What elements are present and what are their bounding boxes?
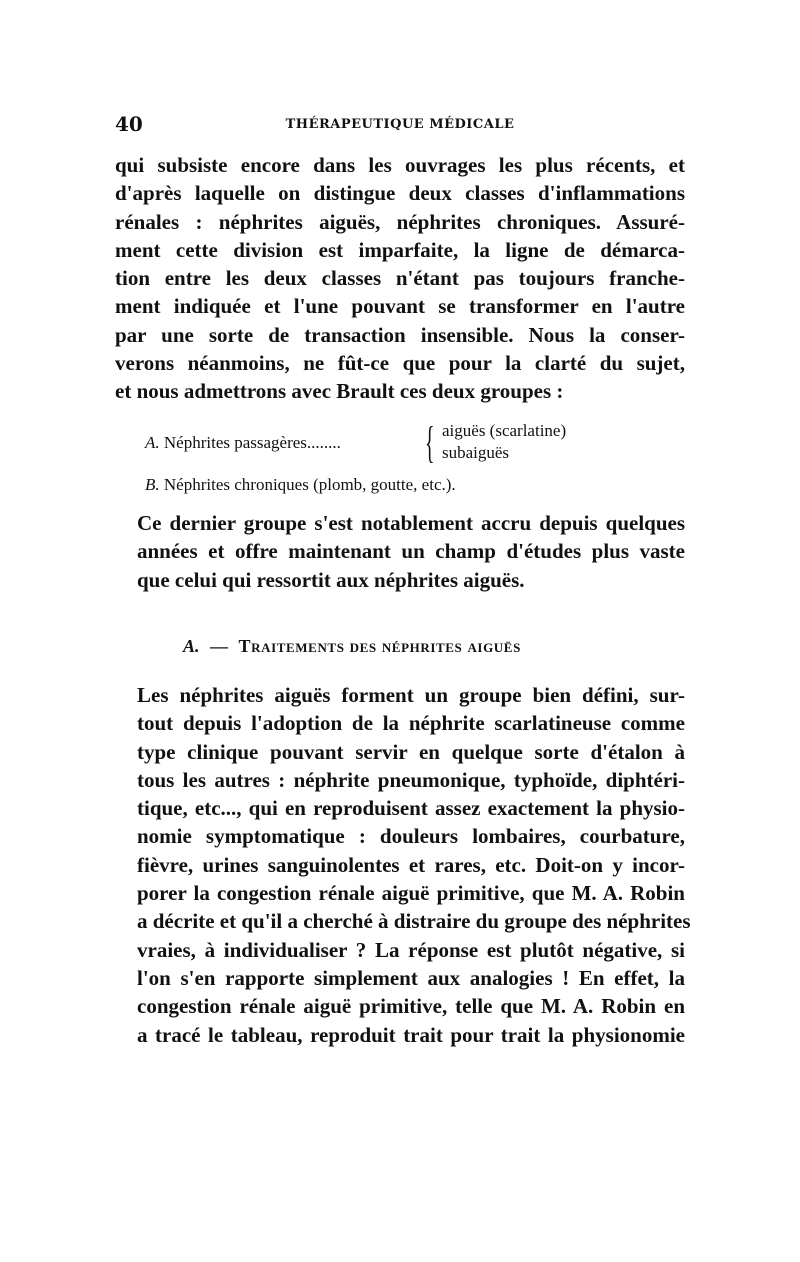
text-line: rénales : néphrites aiguës, néphrites chroniques. Assuré- — [115, 209, 685, 234]
text-line: tion entre les deux classes n'étant pas toujours franche- — [115, 266, 685, 291]
text-line: congestion rénale aiguë primitive, telle que M. A. Robin en — [137, 994, 685, 1019]
text-line: type clinique pouvant servir en quelque sorte d'étalon à — [137, 739, 685, 764]
classification-a-subtypes — [442, 420, 566, 464]
text-line: tique, etc..., qui en reproduisent assez exactement la physio- — [137, 796, 685, 821]
classification-a-letter: A. — [145, 433, 160, 452]
paragraph-2 — [115, 509, 685, 594]
text-line: et nous admettrons avec Brault ces deux groupes : — [115, 379, 564, 404]
classification-item-a — [145, 420, 685, 472]
text-line: par une sorte de transaction insensible. Nous la conser- — [115, 322, 685, 347]
classification-b-text: Néphrites chroniques (plomb, goutte, etc.). — [163, 475, 456, 494]
classification-b-letter: B. — [145, 475, 160, 494]
classification-item-b — [145, 475, 456, 495]
text-line: l'on s'en rapporte simplement aux analogies ! En effet, la — [137, 965, 685, 990]
section-heading-dash: — — [210, 636, 229, 656]
text-line: années et offre maintenant un champ d'études plus vaste — [137, 539, 685, 564]
page-number: 40 — [115, 112, 143, 136]
text-line: Les néphrites aiguës forment un groupe bien défini, sur- — [137, 683, 685, 707]
classification-a-label — [145, 433, 341, 453]
text-line: nomie symptomatique : douleurs lombaires, courbature, — [137, 824, 685, 849]
section-heading — [183, 636, 521, 657]
text-line: ment cette division est imparfaite, la ligne de démarca- — [115, 237, 685, 262]
section-heading-letter: A. — [183, 636, 200, 656]
section-heading-title: Traitements des néphrites aiguës — [238, 636, 521, 656]
classification-list — [145, 418, 685, 494]
text-line: vraies, à individualiser ? La réponse est plutôt négative, si — [137, 937, 685, 962]
classification-a-text: Néphrites passagères........ — [163, 433, 341, 452]
text-line: a décrite et qu'il a cherché à distraire du groupe des néphrites — [137, 909, 691, 934]
text-line: tous les autres : néphrite pneumonique, typhoïde, diphtéri- — [137, 767, 685, 792]
text-line: fièvre, urines sanguinolentes et rares, etc. Doit-on y incor- — [137, 852, 685, 877]
subtype-item: subaiguës — [442, 443, 510, 462]
running-head — [115, 112, 685, 142]
text-line: verons néanmoins, ne fût-ce que pour la clarté du sujet, — [115, 351, 685, 376]
text-line: tout depuis l'adoption de la néphrite scarlatineuse comme — [137, 711, 685, 736]
paragraph-3 — [115, 681, 691, 1049]
text-line: que celui qui ressortit aux néphrites aiguës. — [137, 567, 525, 592]
paragraph-1 — [115, 151, 685, 406]
brace-glyph: { — [425, 418, 435, 467]
text-line: porer la congestion rénale aiguë primitive, que M. A. Robin — [137, 881, 685, 906]
text-line: Ce dernier groupe s'est notablement accru depuis quelques — [137, 511, 685, 535]
running-title: THÉRAPEUTIQUE MÉDICALE — [285, 117, 515, 132]
text-line: a tracé le tableau, reproduit trait pour trait la physionomie — [137, 1022, 685, 1047]
subtype-item: aiguës (scarlatine) — [442, 421, 567, 440]
text-line: ment indiquée et l'une pouvant se transformer en l'autre — [115, 294, 685, 319]
text-line: d'après laquelle on distingue deux classes d'inflammations — [115, 181, 685, 206]
text-line: qui subsiste encore dans les ouvrages les plus récents, et — [115, 153, 685, 177]
